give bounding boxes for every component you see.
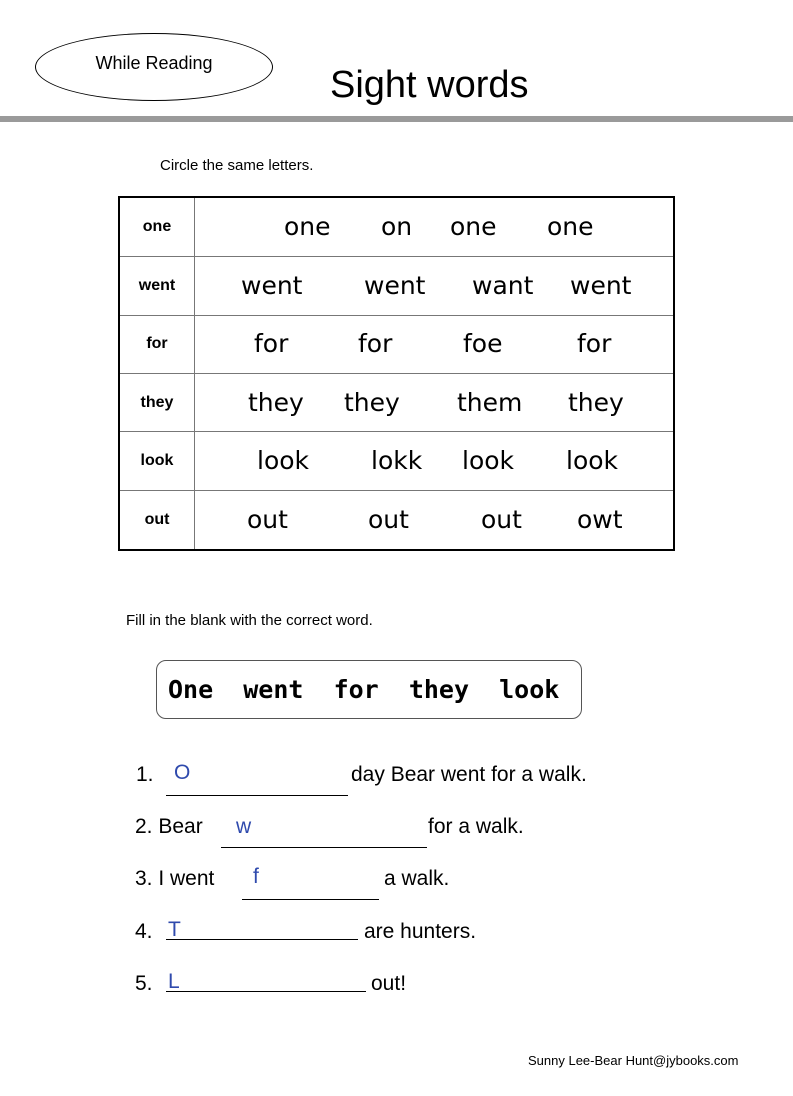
table-row	[119, 257, 674, 315]
word-option[interactable]: on	[381, 212, 413, 242]
answer-blank[interactable]	[221, 825, 427, 848]
sentence-text: a walk.	[384, 867, 450, 890]
table-row	[119, 373, 674, 431]
answer-blank[interactable]	[166, 971, 366, 992]
word-options	[195, 432, 675, 490]
word-option[interactable]: one	[547, 212, 594, 242]
answer-hint: f	[253, 865, 259, 888]
word-option[interactable]: they	[248, 387, 304, 417]
row-label: went	[119, 257, 195, 315]
word-option[interactable]: they	[568, 387, 624, 417]
word-option[interactable]: out	[481, 504, 522, 534]
word-option[interactable]: one	[450, 212, 497, 242]
word-option[interactable]: went	[570, 270, 632, 300]
answer-hint: L	[168, 970, 180, 993]
row-label: one	[119, 197, 195, 257]
sentence-number: 4.	[135, 920, 153, 943]
word-option[interactable]: them	[457, 387, 523, 417]
word-option[interactable]: went	[241, 270, 303, 300]
header-divider	[0, 116, 793, 122]
answer-hint: O	[174, 761, 191, 784]
answer-hint: T	[168, 918, 181, 941]
sentence-text: are hunters.	[364, 920, 477, 943]
table-row	[119, 432, 674, 490]
sentence-number: 3. I went	[135, 867, 215, 890]
fill-instruction: Fill in the blank with the correct word.	[126, 612, 373, 629]
while-reading-badge	[35, 33, 273, 101]
sentence-text: day Bear went for a walk.	[351, 763, 587, 786]
word-option[interactable]: want	[472, 270, 534, 300]
word-option[interactable]: look	[462, 445, 515, 475]
page-title: Sight words	[330, 64, 529, 106]
word-options	[195, 197, 675, 257]
row-label: for	[119, 315, 195, 373]
word-option[interactable]: lokk	[371, 445, 423, 475]
word-option[interactable]: for	[577, 329, 612, 359]
row-label: they	[119, 373, 195, 431]
sight-word-table	[118, 196, 675, 551]
word-option[interactable]: look	[257, 445, 310, 475]
word-option[interactable]: went	[364, 270, 426, 300]
answer-blank[interactable]	[166, 773, 348, 796]
sentence-number: 2. Bear	[135, 815, 203, 838]
row-label: out	[119, 490, 195, 550]
word-option[interactable]: one	[284, 212, 331, 242]
word-options	[195, 315, 675, 373]
word-option[interactable]: for	[254, 329, 289, 359]
word-options	[195, 257, 675, 315]
table-row	[119, 490, 674, 550]
sentence-number: 1.	[136, 763, 154, 786]
word-bank: One went for they look	[156, 660, 582, 719]
row-label: look	[119, 432, 195, 490]
footer-credit: Sunny Lee-Bear Hunt@jybooks.com	[528, 1053, 739, 1068]
sentence-text: for a walk.	[428, 815, 524, 838]
answer-blank[interactable]	[166, 919, 358, 940]
word-options	[195, 373, 675, 431]
word-option[interactable]: they	[344, 387, 400, 417]
badge-label: While Reading	[95, 52, 213, 73]
sentence-text: out!	[371, 972, 407, 995]
answer-hint: w	[236, 815, 252, 838]
word-option[interactable]: out	[247, 504, 288, 534]
word-option[interactable]: look	[566, 445, 619, 475]
answer-blank[interactable]	[242, 877, 379, 900]
word-option[interactable]: owt	[577, 504, 623, 534]
circle-instruction: Circle the same letters.	[160, 157, 314, 174]
word-option[interactable]: foe	[463, 329, 503, 359]
sentence-number: 5.	[135, 972, 153, 995]
table-row	[119, 197, 674, 257]
word-options	[195, 490, 675, 550]
table-row	[119, 315, 674, 373]
word-option[interactable]: out	[368, 504, 409, 534]
word-option[interactable]: for	[358, 329, 393, 359]
